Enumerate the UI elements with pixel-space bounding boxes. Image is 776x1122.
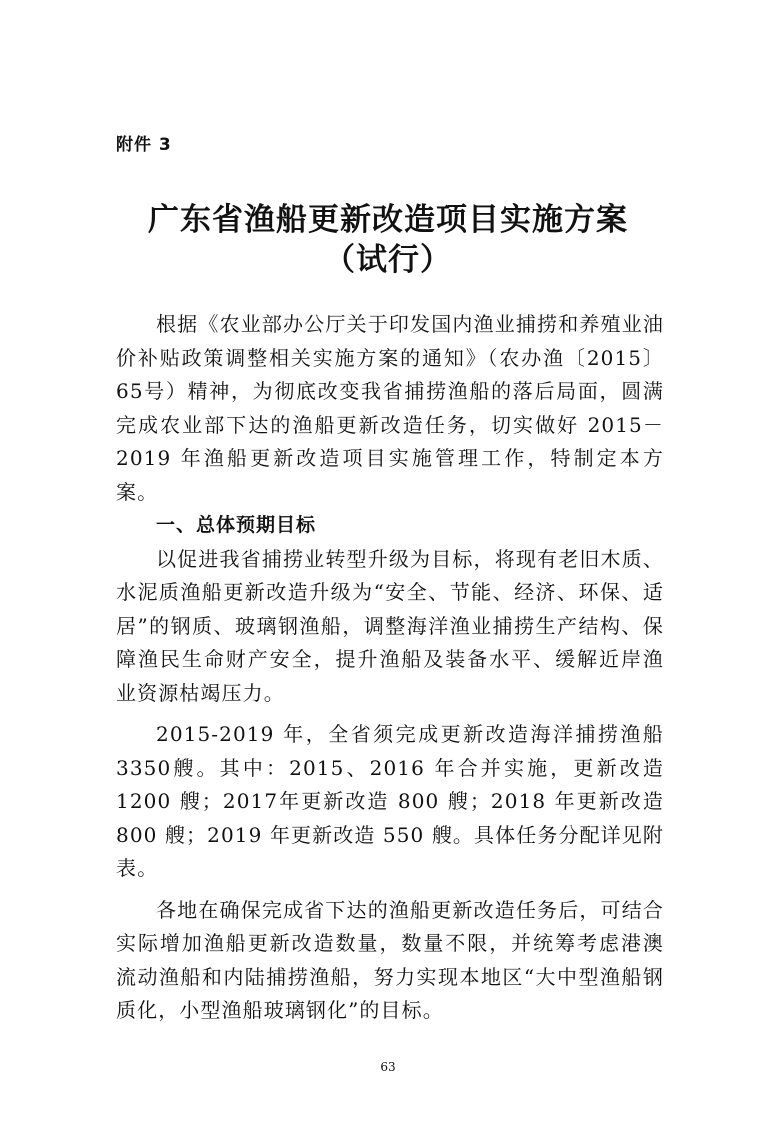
document-subtitle: （试行） (324, 242, 452, 278)
paragraph-goal: 以促进我省捕捞业转型升级为目标，将现有老旧木质、水泥质渔船更新改造升级为“安全、节能、经济、环保、适居”的钢质、玻璃钢渔船，调整海洋渔业捕捞生产结构、保障渔民生命财产安全，提升渔船及装备水平、缓解近岸渔业资源枯竭压力。 (116, 546, 664, 705)
paragraph-additional: 各地在确保完成省下达的渔船更新改造任务后，可结合实际增加渔船更新改造数量，数量不限，并统筹考虑港澳流动渔船和内陆捕捞渔船，努力实现本地区“大中型渔船钢质化，小型渔船玻璃钢化”的目标。 (116, 897, 664, 1022)
paragraph-gap (116, 710, 664, 718)
attachment-label: 附件 3 (116, 135, 172, 155)
document-body (116, 308, 664, 1028)
paragraph-gap (116, 886, 664, 894)
paragraph-intro: 根据《农业部办公厅关于印发国内渔业捕捞和养殖业油价补贴政策调整相关实施方案的通知》（农办渔〔2015〕65号）精神，为彻底改变我省捕捞渔船的落后局面，圆满完成农业部下达的渔船更新改造任务，切实做好 2015－2019 年渔船更新改造项目实施管理工作，特制定本方案。 (116, 312, 664, 504)
paragraph-tasks: 2015-2019 年，全省须完成更新改造海洋捕捞渔船 3350艘。其中：2015、2016 年合并实施，更新改造 1200 艘；2017年更新改造 800 艘；2018 年更新改造 800 艘；2019 年更新改造 550 艘。具体任务分配详见附表。 (116, 722, 664, 880)
page-number: 63 (380, 1060, 396, 1074)
document-title: 广东省渔船更新改造项目实施方案 (148, 202, 628, 238)
section-heading-overall-goal: 一、总体预期目标 (156, 514, 317, 536)
